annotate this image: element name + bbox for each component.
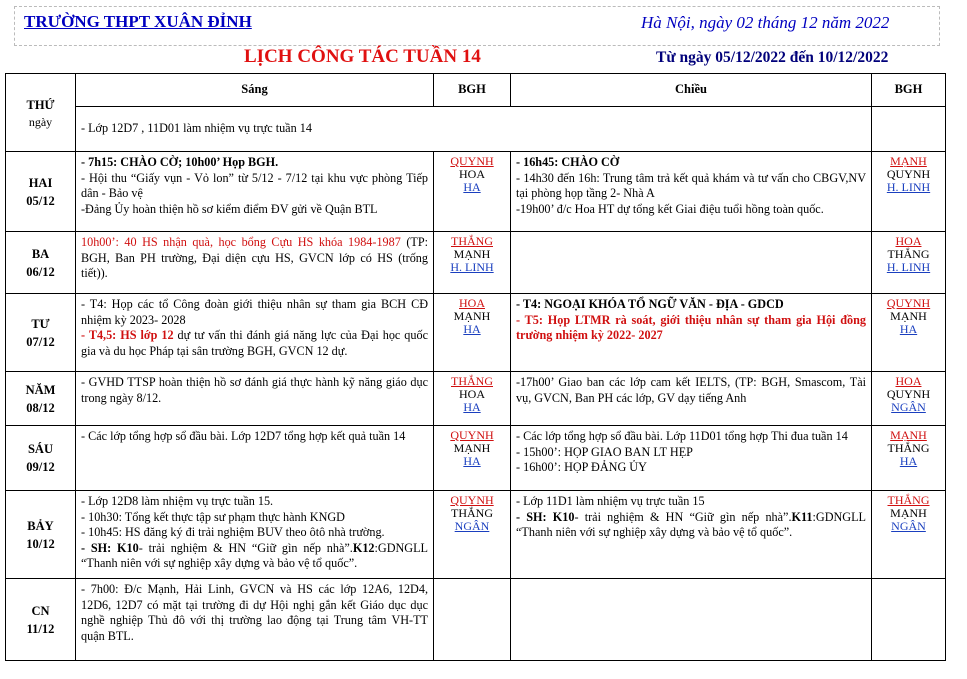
morning-line [81, 510, 428, 526]
afternoon-line [516, 202, 866, 218]
day-name: CN [31, 603, 50, 618]
bgh-name: H. LINH [886, 260, 931, 274]
day-cell [6, 426, 76, 491]
col-bgh-afternoon: BGH [872, 74, 946, 107]
afternoon-text: - Lớp 11D1 làm nhiệm vụ trực tuần 15 [516, 494, 705, 508]
afternoon-text: :GDNGLL “Thanh niên với sự nghiệp xây dựng và bảo vệ tổ quốc”. [516, 509, 866, 539]
morning-text: - Hội thu “Giấy vụn - Vỏ lon” từ 5/12 - 7/12 tại khu vực phòng Tiếp dân - Bảo vệ [81, 170, 428, 200]
morning-text: - 7h00: Đ/c Mạnh, Hải Linh, GVCN và HS các lớp 12A6, 12D4, 12D6, 12D7 có mặt tại trường đi dự Hội nghị gắn kết Giáo dục dục nghề nghiệp Thủ đô với thị trường lao động tại Trung tâm VH-TT quận BTL. [81, 582, 428, 643]
day-date: 07/12 [26, 334, 55, 349]
day-cell [6, 372, 76, 426]
bgh-name: HA [899, 322, 918, 336]
morning-text: - SH: K10 [81, 540, 139, 555]
afternoon-cell [511, 491, 872, 579]
morning-text: - GVHD TTSP hoàn thiện hồ sơ đánh giá thực hành kỹ năng giáo dục trong ngày 8/12. [81, 375, 428, 405]
bgh-name: HOA [895, 234, 922, 248]
morning-line [81, 494, 428, 510]
bgh-name: THẮNG [887, 247, 930, 261]
bgh-name: HOA [459, 387, 485, 401]
bgh-name: NGÂN [454, 519, 490, 533]
day-cell [6, 232, 76, 294]
afternoon-cell [511, 294, 872, 372]
morning-text: (TP: BGH, Ban PH trường, Đại diện cựu HS, GVCN lớp có HS (trống tiết)). [81, 235, 428, 280]
bgh-name: HA [463, 180, 481, 194]
bgh-name: THẮNG [887, 493, 930, 507]
page-title: LỊCH CÔNG TÁC TUẦN 14 [244, 46, 481, 67]
schedule-row [6, 426, 946, 491]
afternoon-text: - trải nghiệm & HN “Giữ gìn nếp nhà”. [574, 509, 792, 524]
morning-text: - T4: Họp các tổ Công đoàn giới thiệu nhân sự tham gia BCH CĐ nhiệm kỳ 2023- 2028 [81, 297, 428, 327]
afternoon-cell [511, 152, 872, 232]
bgh-afternoon-cell [872, 294, 946, 372]
afternoon-text: - 16h00’: HỌP ĐẢNG ỦY [516, 460, 647, 474]
morning-line [81, 429, 428, 445]
bgh-afternoon-cell [872, 579, 946, 661]
afternoon-text: - 14h30 đến 16h: Trung tâm trả kết quả khám và tư vấn cho CBGV,NV tại phòng họp tầng 2- Nhà A [516, 170, 866, 200]
bgh-morning-cell [434, 152, 511, 232]
day-cell [6, 579, 76, 661]
col-morning: Sáng [76, 74, 434, 107]
morning-line [81, 202, 428, 218]
afternoon-line [516, 375, 866, 406]
morning-text: dự tư vấn thi đánh giá năng lực của Đại học quốc gia và du học Pháp tại sân trường BGH, GVCN 12 dự. [81, 328, 428, 358]
afternoon-cell [511, 426, 872, 491]
day-date: 05/12 [26, 193, 55, 208]
morning-line [81, 155, 428, 171]
bgh-name: HOA [895, 374, 922, 388]
morning-line [81, 582, 428, 644]
page-header [0, 0, 967, 74]
afternoon-text: - 15h00’: HỌP GIAO BAN LT HẸP [516, 444, 693, 459]
morning-text: - T4,5: HS lớp 12 [81, 328, 174, 342]
school-name: TRƯỜNG THPT XUÂN ĐỈNH [24, 12, 252, 31]
morning-text: - Các lớp tổng hợp sổ đầu bài. Lớp 12D7 tổng hợp kết quả tuần 14 [81, 429, 406, 443]
intro-row [6, 107, 946, 152]
bgh-name: HOA [459, 296, 485, 310]
morning-cell [76, 232, 434, 294]
bgh-morning-cell [434, 426, 511, 491]
morning-text: - Lớp 12D8 làm nhiệm vụ trực tuần 15. [81, 494, 274, 508]
header-row [6, 74, 946, 107]
bgh-name: MẠNH [890, 428, 927, 442]
afternoon-line [516, 445, 866, 461]
bgh-morning-cell [434, 294, 511, 372]
day-date: 11/12 [26, 621, 55, 636]
day-name: SÁU [27, 442, 53, 456]
col-day-sublabel: ngày [28, 114, 53, 129]
bgh-name: THẮNG [887, 441, 930, 455]
morning-text: :GDNGLL “Thanh niên với sự nghiệp xây dựng và bảo vệ tổ quốc”. [81, 540, 428, 570]
bgh-afternoon-cell [872, 152, 946, 232]
schedule-row [6, 491, 946, 579]
schedule-table [5, 73, 946, 661]
afternoon-text: -17h00’ Giao ban các lớp cam kết IELTS, (TP: BGH, Smascom, Tài vụ, GVCN, Ban PH các lớp, GV dạy tiếng Anh [516, 375, 866, 405]
bgh-name: QUYNH [886, 387, 931, 401]
day-date: 09/12 [26, 460, 55, 474]
day-name: TƯ [31, 316, 50, 331]
schedule-row [6, 152, 946, 232]
bgh-name: NGÂN [891, 400, 926, 414]
bgh-afternoon-cell [872, 372, 946, 426]
afternoon-text: -19h00’ đ/c Hoa HT dự tổng kết Giai điệu tuổi hồng toàn quốc. [516, 201, 824, 216]
morning-cell [76, 152, 434, 232]
morning-line [81, 328, 428, 359]
bgh-name: HA [463, 454, 481, 468]
intro-empty-cell [872, 107, 946, 152]
afternoon-text: - SH: K10 [516, 509, 575, 524]
morning-cell [76, 579, 434, 661]
day-date: 10/12 [26, 536, 55, 551]
bgh-name: MẠNH [890, 506, 927, 520]
bgh-name: THẮNG [451, 374, 493, 388]
bgh-name: MẠNH [890, 154, 927, 168]
afternoon-text: - T5: Họp LTMR rà soát, giới thiệu nhân sự tham gia Hội đồng trường nhiệm kỳ 2022- 2027 [516, 312, 866, 342]
morning-text: K12 [352, 540, 375, 555]
bgh-afternoon-cell [872, 232, 946, 294]
day-name: BẢY [27, 518, 54, 533]
col-afternoon: Chiều [511, 74, 872, 107]
intro-cell: - Lớp 12D7 , 11D01 làm nhiệm vụ trực tuần 14 [76, 107, 872, 152]
afternoon-cell [511, 579, 872, 661]
bgh-name: QUYNH [450, 493, 494, 507]
morning-cell [76, 426, 434, 491]
bgh-name: HA [463, 322, 481, 336]
day-date: 08/12 [26, 400, 55, 415]
morning-line [81, 525, 428, 541]
afternoon-cell [511, 372, 872, 426]
schedule-row [6, 294, 946, 372]
bgh-name: QUYNH [886, 167, 931, 181]
afternoon-line [516, 494, 866, 510]
afternoon-text: - T4: NGOẠI KHÓA TỔ NGỮ VĂN - ĐỊA - GDCD [516, 297, 784, 311]
afternoon-line [516, 297, 866, 313]
morning-text: - 10h30: Tổng kết thực tập sư phạm thực hành KNGD [81, 509, 345, 524]
date-range: Từ ngày 05/12/2022 đến 10/12/2022 [656, 49, 889, 66]
bgh-name: THẮNG [451, 234, 493, 248]
bgh-name: MẠNH [453, 309, 491, 323]
col-day [6, 74, 76, 152]
afternoon-text: - 16h45: CHÀO CỜ [516, 155, 620, 169]
bgh-name: MẠNH [453, 441, 491, 455]
day-cell [6, 152, 76, 232]
afternoon-line [516, 510, 866, 541]
morning-line [81, 541, 428, 572]
morning-text: -Đảng Ủy hoàn thiện hồ sơ kiểm điểm ĐV gửi về Quận BTL [81, 201, 378, 216]
bgh-afternoon-cell [872, 426, 946, 491]
day-name: HAI [28, 175, 53, 190]
morning-cell [76, 294, 434, 372]
bgh-morning-cell [434, 491, 511, 579]
bgh-morning-cell [434, 579, 511, 661]
afternoon-line [516, 155, 866, 171]
day-name: BA [31, 246, 50, 261]
afternoon-cell [511, 232, 872, 294]
day-cell [6, 491, 76, 579]
bgh-name: NGÂN [891, 519, 926, 533]
schedule-row [6, 372, 946, 426]
day-cell [6, 294, 76, 372]
bgh-name: HA [899, 454, 918, 468]
afternoon-text: - Các lớp tổng hợp sổ đầu bài. Lớp 11D01 tổng hợp Thi đua tuần 14 [516, 429, 848, 443]
afternoon-line [516, 171, 866, 202]
bgh-name: HOA [459, 167, 485, 181]
morning-line [81, 171, 428, 202]
schedule-row [6, 579, 946, 661]
bgh-morning-cell [434, 232, 511, 294]
bgh-name: MẠNH [453, 247, 491, 261]
issue-date: Hà Nội, ngày 02 tháng 12 năm 2022 [641, 13, 890, 32]
bgh-afternoon-cell [872, 491, 946, 579]
bgh-name: QUYNH [450, 154, 494, 168]
bgh-name: QUYNH [450, 428, 494, 442]
afternoon-line [516, 429, 866, 445]
bgh-name: HA [463, 400, 481, 414]
col-day-label: THỨ [26, 97, 55, 112]
bgh-name: H. LINH [450, 260, 494, 274]
afternoon-line [516, 460, 866, 476]
bgh-name: QUYNH [886, 296, 931, 310]
afternoon-text: K11 [791, 509, 813, 524]
schedule-row [6, 232, 946, 294]
day-date: 06/12 [26, 264, 55, 279]
bgh-name: H. LINH [886, 180, 931, 194]
col-bgh-morning: BGH [434, 74, 511, 107]
morning-line [81, 375, 428, 406]
morning-text: - 10h45: HS đăng ký đi trải nghiệm BUV theo ôtô nhà trường. [81, 525, 385, 539]
morning-cell [76, 372, 434, 426]
bgh-name: THẮNG [451, 506, 493, 520]
bgh-morning-cell [434, 372, 511, 426]
afternoon-line [516, 313, 866, 344]
morning-text: - 7h15: CHÀO CỜ; 10h00’ Họp BGH. [81, 155, 279, 169]
day-name: NĂM [25, 382, 56, 397]
morning-cell [76, 491, 434, 579]
morning-text: - trải nghiệm & HN “Giữ gìn nếp nhà”. [138, 540, 353, 555]
morning-line [81, 235, 428, 282]
bgh-name: MẠNH [890, 309, 927, 323]
morning-text: 10h00’: 40 HS nhận quà, học bổng Cựu HS khóa 1984-1987 [81, 235, 401, 249]
morning-line [81, 297, 428, 328]
